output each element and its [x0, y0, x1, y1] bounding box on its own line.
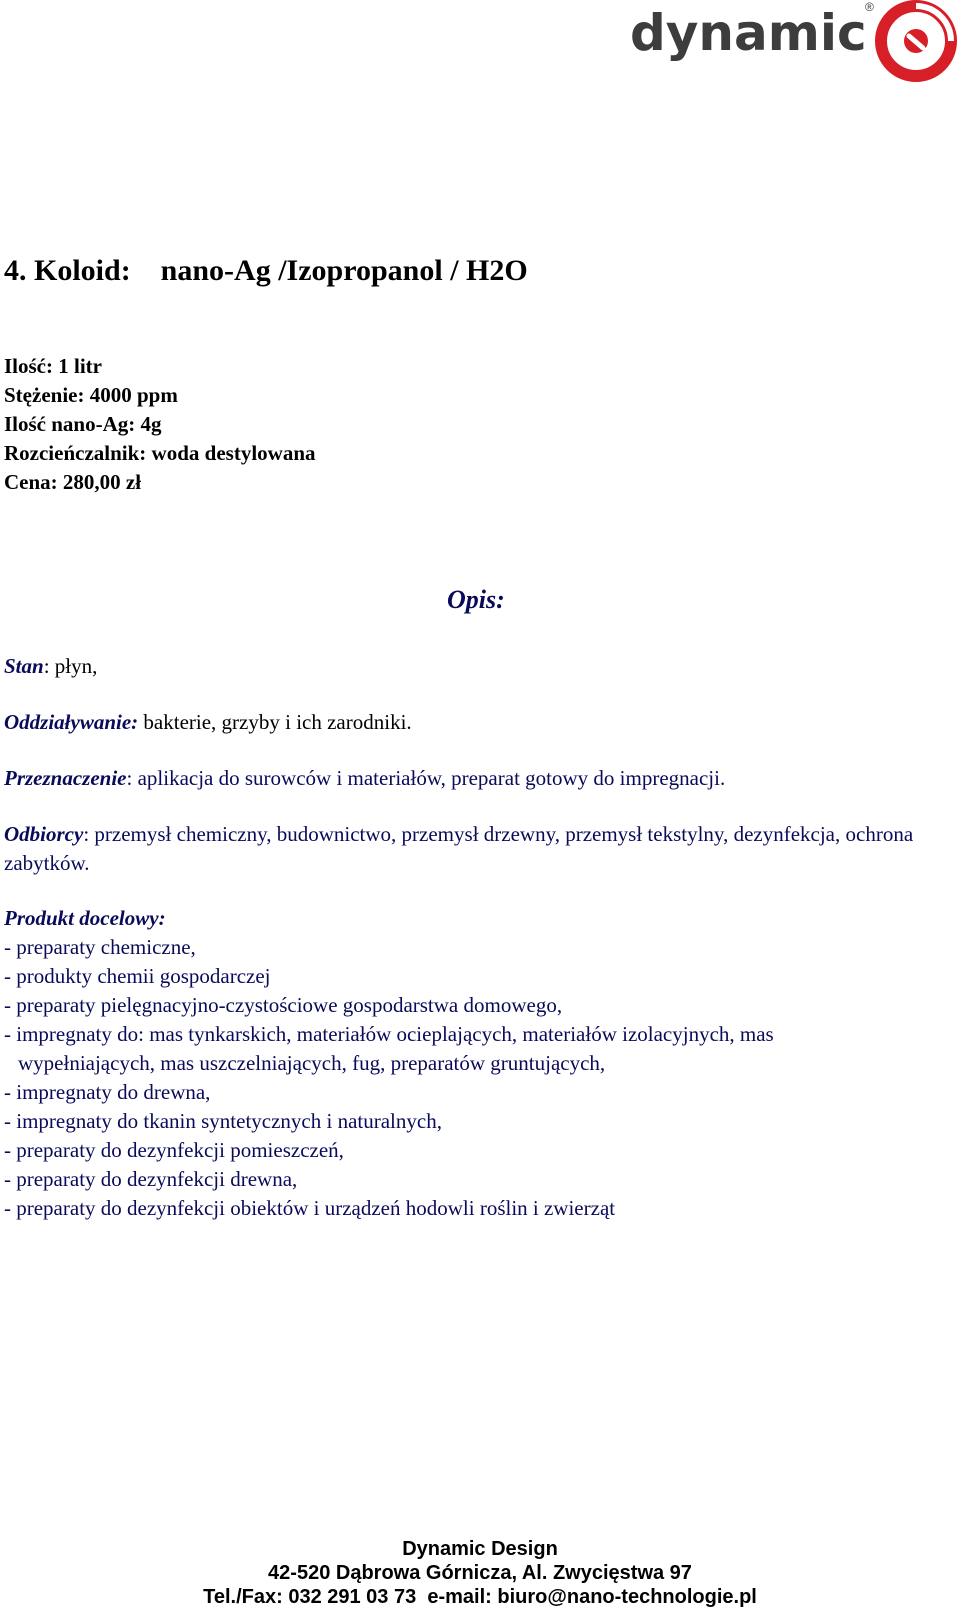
recipients-text: : przemysł chemiczny, budownictwo, przemysł drzewny, przemysł tekstylny, dezynfekcja, ochrona zabytków.	[4, 822, 914, 875]
list-item: - impregnaty do: mas tynkarskich, materiałów ocieplających, materiałów izolacyjnych, mas	[4, 1022, 774, 1046]
company-logo	[620, 0, 960, 85]
spec-quantity: Ilość: 1 litr	[4, 354, 102, 378]
list-item: - preparaty do dezynfekcji drewna,	[4, 1167, 298, 1191]
footer-contact: Tel./Fax: 032 291 03 73 e-mail: biuro@nano-technologie.pl	[203, 1586, 757, 1608]
footer-company: Dynamic Design	[402, 1538, 558, 1560]
logo-text: dynamic	[630, 4, 867, 62]
list-item: - impregnaty do tkanin syntetycznych i naturalnych,	[4, 1109, 442, 1133]
purpose-paragraph	[4, 764, 944, 793]
footer	[0, 1537, 960, 1609]
list-item: - impregnaty do drewna,	[4, 1080, 211, 1104]
purpose-label: Przeznaczenie	[4, 766, 127, 790]
description-heading: Opis:	[447, 585, 505, 614]
list-item: - preparaty do dezynfekcji pomieszczeń,	[4, 1138, 344, 1162]
effect-paragraph	[4, 708, 944, 737]
spec-silver-amount: Ilość nano-Ag: 4g	[4, 412, 162, 436]
list-item: - preparaty chemiczne,	[4, 935, 196, 959]
purpose-text: : aplikacja do surowców i materiałów, preparat gotowy do impregnacji.	[126, 766, 726, 790]
logo-swirl-icon	[875, 0, 957, 82]
state-text: : płyn,	[43, 654, 98, 678]
recipients-label: Odbiorcy	[4, 822, 84, 846]
registered-mark: ®	[865, 0, 874, 14]
effect-text: bakterie, grzyby i ich zarodniki.	[138, 710, 412, 734]
list-item: - preparaty do dezynfekcji obiektów i urządzeń hodowli roślin i zwierząt	[4, 1196, 616, 1220]
effect-label: Oddziaływanie:	[4, 710, 139, 734]
product-specs	[4, 352, 316, 497]
recipients-paragraph	[4, 820, 944, 878]
target-products	[4, 904, 944, 1223]
spec-price: Cena: 280,00 zł	[4, 470, 142, 494]
spec-concentration: Stężenie: 4000 ppm	[4, 383, 178, 407]
state-label: Stan	[4, 654, 44, 678]
state-paragraph	[4, 652, 944, 681]
list-item: - produkty chemii gospodarczej	[4, 964, 271, 988]
list-item-continuation: wypełniających, mas uszczelniających, fug, preparatów gruntujących,	[18, 1051, 606, 1075]
document-title: 4. Koloid: nano-Ag /Izopropanol / H2O	[4, 254, 528, 287]
list-item: - preparaty pielęgnacyjno-czystościowe gospodarstwa domowego,	[4, 993, 563, 1017]
target-products-label: Produkt docelowy:	[4, 906, 166, 930]
footer-address: 42-520 Dąbrowa Górnicza, Al. Zwycięstwa 97	[268, 1562, 692, 1584]
spec-diluent: Rozcieńczalnik: woda destylowana	[4, 441, 316, 465]
